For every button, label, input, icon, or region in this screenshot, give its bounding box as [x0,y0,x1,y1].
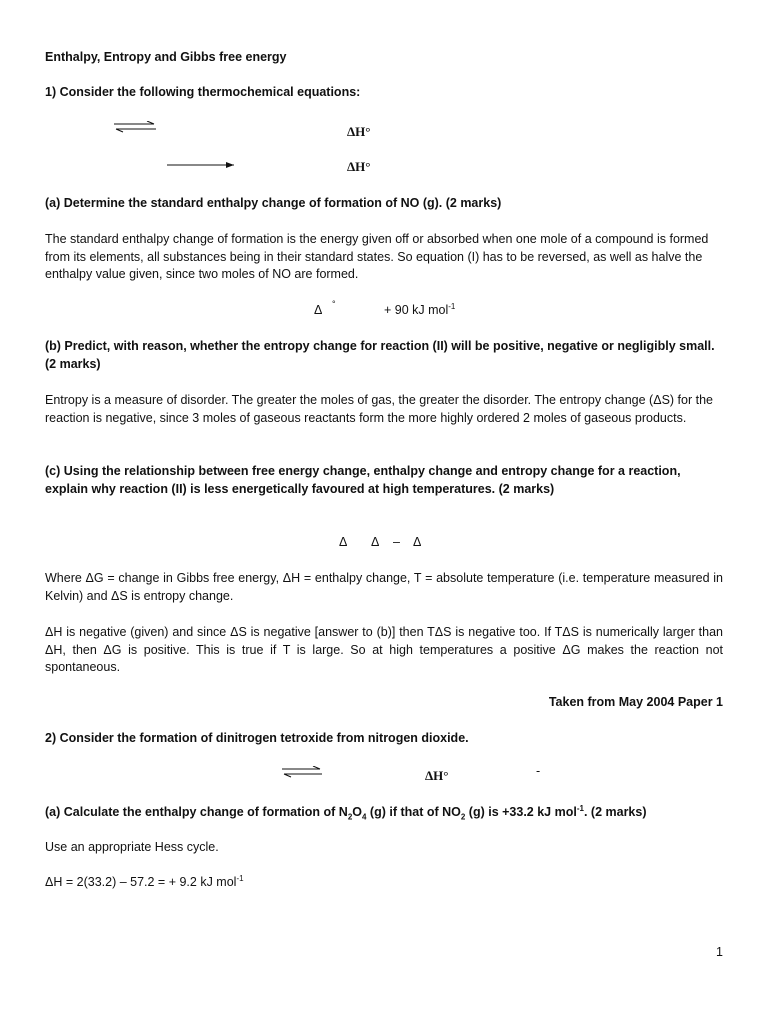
result-delta-symbol: Δ [314,303,323,317]
question-1b: (b) Predict, with reason, whether the entropy change for reaction (II) will be positive, negative or negligibly small. (2 marks) [45,339,715,371]
gibbs-delta-s: Δ [413,535,422,549]
answer-2a-calculation: ΔH = 2(33.2) – 57.2 = + 9.2 kJ mol$^{-1}$ [45,873,244,889]
document-title: Enthalpy, Entropy and Gibbs free energy [45,50,287,64]
q2-delta-h-label: ΔH° [425,768,449,783]
answer-1c-definitions: Where ΔG = change in Gibbs free energy, ΔH = enthalpy change, T = absolute temperature (i.e. temperature measured in Kelvin) and ΔS is entropy change. [45,571,723,603]
gibbs-delta-g: Δ [339,535,348,549]
source-citation: Taken from May 2004 Paper 1 [548,695,723,709]
q2-equilibrium-arrow-icon [280,766,324,778]
question-2-heading: 2) Consider the formation of dinitrogen tetroxide from nitrogen dioxide. [45,731,469,745]
gibbs-minus: – [393,535,400,549]
answer-1b: Entropy is a measure of disorder. The greater the moles of gas, the greater the disorder. The entropy change (ΔS) for the reaction is negative, since 3 moles of gaseous reactants form the more highly ordered 2 moles of gaseous products. [45,393,713,425]
question-1a: (a) Determine the standard enthalpy change of formation of NO (g). (2 marks) [45,196,502,210]
result-value: + 90 kJ mol$^{-1}$ [384,301,456,317]
question-2a: (a) Calculate the enthalpy change of formation of $N_2O_4$ (g) if that of $NO_2$ (g) is +33.2 kJ mol$^{-1}$. (2 marks) [45,803,647,822]
gibbs-delta-h: Δ [371,535,380,549]
question-1-heading: 1) Consider the following thermochemical equations: [45,85,361,99]
page-number: 1 [716,945,723,959]
q2-dash: - [536,764,541,778]
question-1c: (c) Using the relationship between free energy change, enthalpy change and entropy change for a reaction, explain why reaction (II) is less energetically favoured at high temperatures. (2 marks) [45,464,681,496]
answer-2a-method: Use an appropriate Hess cycle. [45,840,219,854]
answer-1a: The standard enthalpy change of formation is the energy given off or absorbed when one mole of a compound is formed from its elements, all substances being in their standard states. So equation (I) has to be reversed, as well as halve the enthalpy value given, since two moles of NO are formed. [45,232,709,281]
result-degree-symbol: ° [332,299,336,309]
forward-arrow-icon [166,160,236,170]
equilibrium-arrow-icon [112,121,158,133]
answer-1c-explanation: ΔH is negative (given) and since ΔS is negative [answer to (b)] then TΔS is negative too. If TΔS is numerically larger than ΔH, then ΔG is positive. This is true if T is large. So at high temperatures a positive ΔG makes the reaction not spontaneous. [45,625,723,674]
eq2-delta-h-label: ΔH° [347,159,371,174]
eq1-delta-h-label: ΔH° [347,124,371,139]
